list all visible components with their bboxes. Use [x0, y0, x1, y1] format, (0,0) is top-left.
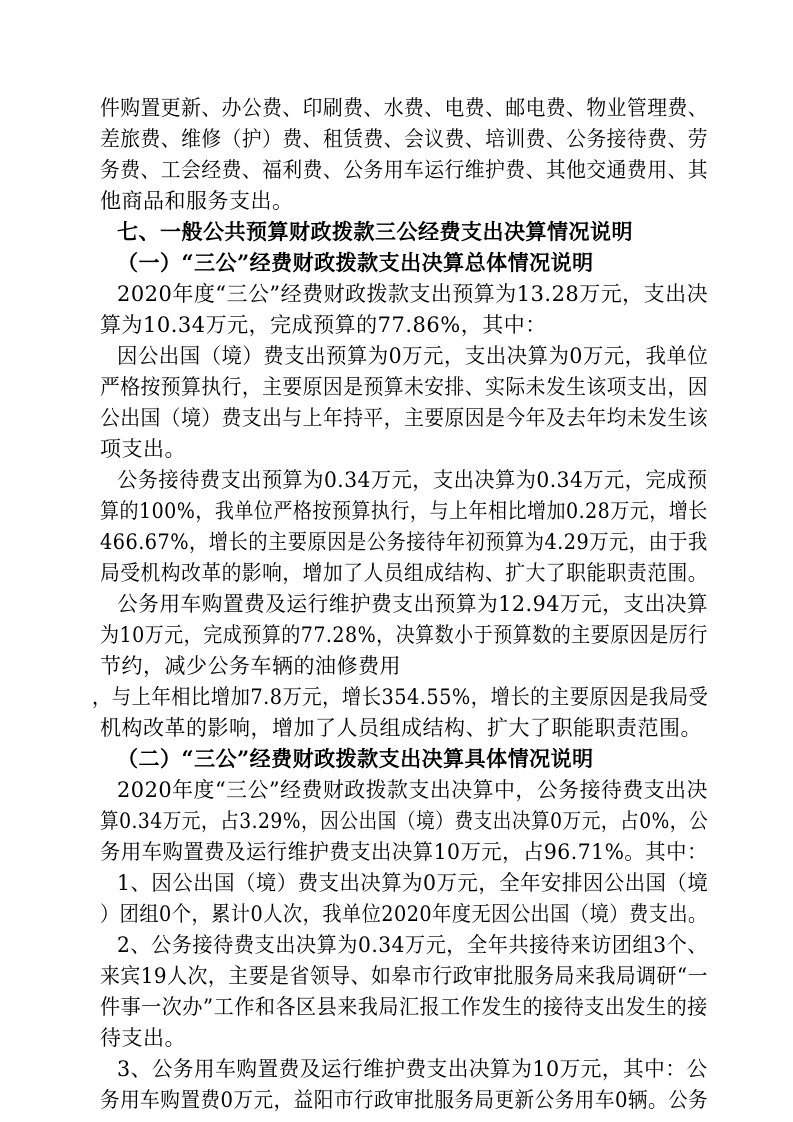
paragraph-3-line-4: 局受机构改革的影响，增加了人员组成结构、扩大了职能职责范围。: [100, 561, 708, 585]
paragraph-7-line-4: 待支出。: [100, 1026, 186, 1050]
paragraph-3-line-2: 算的100%，我单位严格按预算执行，与上年相比增加0.28万元，增长: [100, 499, 708, 523]
paragraph-4-line-3: 节约，减少公务车辆的油修费用: [100, 654, 401, 678]
paragraph-4-line-2: 为10万元，完成预算的77.28%，决算数小于预算数的主要原因是厉行: [100, 623, 708, 647]
paragraph-7-line-3: 件事一次办”工作和各区县来我局汇报工作发生的接待支出发生的接: [100, 995, 708, 1019]
paragraph-4-line-4: ，与上年相比增加7.8万元，增长354.55%，增长的主要原因是我局受: [92, 685, 709, 709]
paragraph-6-line-1: 1、因公出国（境）费支出决算为0万元，全年安排因公出国（境: [117, 871, 709, 895]
paragraph-4-line-5: 机构改革的影响，增加了人员组成结构、扩大了职能职责范围。: [100, 716, 702, 740]
paragraph-2-line-2: 严格按预算执行，主要原因是预算未安排、实际未发生该项支出，因: [100, 375, 708, 399]
paragraph-4-line-1: 公务用车购置费及运行维护费支出预算为12.94万元，支出决算: [117, 592, 709, 616]
paragraph-2-line-4: 项支出。: [100, 437, 186, 461]
body-line-2: 差旅费、维修（护）费、租赁费、会议费、培训费、公务接待费、劳: [100, 127, 708, 151]
body-line-1: 件购置更新、办公费、印刷费、水费、电费、邮电费、物业管理费、: [100, 96, 708, 120]
paragraph-8-line-1: 3、公务用车购置费及运行维护费支出决算为10万元，其中：公: [117, 1057, 708, 1081]
subsection-heading-1: （一）“三公”经费财政拨款支出决算总体情况说明: [117, 250, 594, 275]
paragraph-2-line-3: 公出国（境）费支出与上年持平，主要原因是今年及去年均未发生该: [100, 406, 708, 430]
paragraph-1-line-1: 2020年度“三公”经费财政拨款支出预算为13.28万元，支出决: [117, 282, 709, 306]
paragraph-1-line-2: 算为10.34万元，完成预算的77.86%，其中：: [100, 313, 547, 337]
body-line-4: 他商品和服务支出。: [100, 189, 294, 213]
paragraph-3-line-1: 公务接待费支出预算为0.34万元，支出决算为0.34万元，完成预: [117, 468, 708, 492]
paragraph-2-line-1: 因公出国（境）费支出预算为0万元，支出决算为0万元，我单位: [117, 344, 709, 368]
paragraph-8-line-2: 务用车购置费0万元，益阳市行政审批服务局更新公务用车0辆。公务: [100, 1088, 709, 1112]
paragraph-5-line-1: 2020年度“三公”经费财政拨款支出决算中，公务接待费支出决: [117, 778, 708, 802]
paragraph-6-line-2: ）团组0个，累计0人次，我单位2020年度无因公出国（境）费支出。: [100, 902, 708, 926]
body-line-3: 务费、工会经费、福利费、公务用车运行维护费、其他交通费用、其: [100, 158, 708, 182]
paragraph-7-line-2: 来宾19人次，主要是省领导、如皋市行政审批服务局来我局调研“一: [100, 964, 708, 988]
paragraph-5-line-2: 算0.34万元，占3.29%，因公出国（境）费支出决算0万元，占0%，公: [100, 809, 709, 833]
paragraph-5-line-3: 务用车购置费及运行维护费支出决算10万元，占96.71%。其中：: [100, 840, 708, 864]
subsection-heading-2: （二）“三公”经费财政拨款支出决算具体情况说明: [117, 746, 594, 771]
section-heading-7: 七、一般公共预算财政拨款三公经费支出决算情况说明: [117, 219, 633, 244]
paragraph-3-line-3: 466.67%，增长的主要原因是公务接待年初预算为4.29万元，由于我: [100, 530, 708, 554]
paragraph-7-line-1: 2、公务接待费支出决算为0.34万元，全年共接待来访团组3个、: [117, 933, 708, 957]
